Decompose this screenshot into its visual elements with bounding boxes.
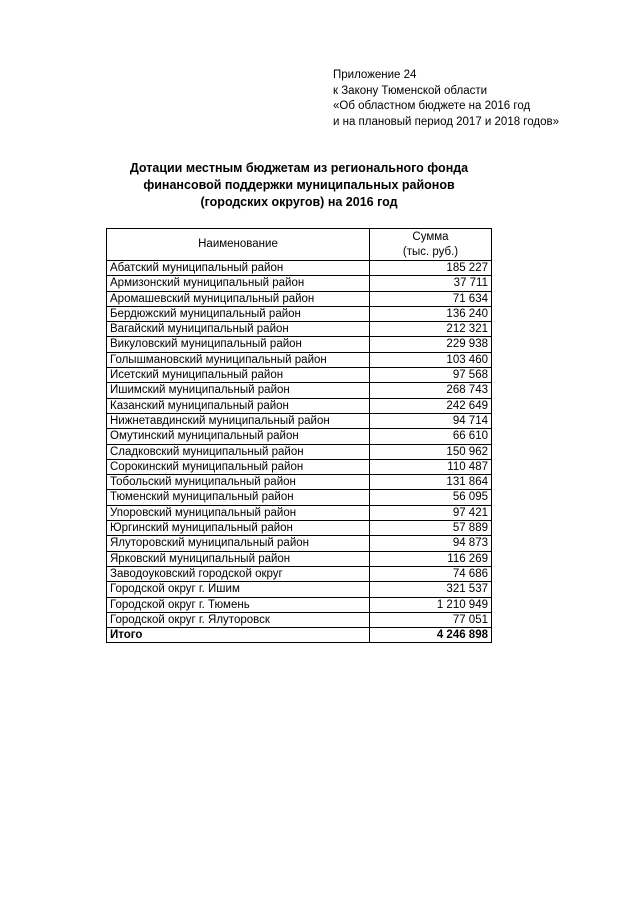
title-line: Дотации местным бюджетам из регионального фонда: [129, 161, 469, 175]
row-name: Армизонский муниципальный район: [107, 276, 370, 291]
title-line: (городских округов) на 2016 год: [200, 195, 398, 209]
row-sum: 103 460: [370, 352, 492, 367]
row-sum: 57 889: [370, 521, 492, 536]
row-name: Ишимский муниципальный район: [107, 383, 370, 398]
row-sum: 97 568: [370, 368, 492, 383]
row-sum: 242 649: [370, 398, 492, 413]
table-row: [107, 368, 492, 383]
appendix-line: и на плановый период 2017 и 2018 годов»: [333, 115, 559, 128]
table-row: [107, 475, 492, 490]
table-header-row: [107, 229, 492, 261]
row-name: Городской округ г. Ишим: [107, 582, 370, 597]
row-sum: 66 610: [370, 429, 492, 444]
table-row: [107, 612, 492, 627]
row-sum: 1 210 949: [370, 597, 492, 612]
row-sum: 71 634: [370, 291, 492, 306]
row-sum: 185 227: [370, 261, 492, 276]
table-row: [107, 536, 492, 551]
row-sum: 116 269: [370, 551, 492, 566]
title-line: финансовой поддержки муниципальных районов: [143, 178, 455, 192]
appendix-line: «Об областном бюджете на 2016 год: [333, 100, 531, 113]
total-row: [107, 628, 492, 643]
row-name: Бердюжский муниципальный район: [107, 306, 370, 321]
header-sum: [370, 229, 492, 261]
row-sum: 110 487: [370, 459, 492, 474]
row-name: Аромашевский муниципальный район: [107, 291, 370, 306]
table-row: [107, 459, 492, 474]
table-row: [107, 521, 492, 536]
row-name: Исетский муниципальный район: [107, 368, 370, 383]
row-name: Городской округ г. Ялуторовск: [107, 612, 370, 627]
table-row: [107, 429, 492, 444]
row-sum: 94 714: [370, 413, 492, 428]
row-name: Заводоуковский городской округ: [107, 566, 370, 581]
row-name: Омутинский муниципальный район: [107, 429, 370, 444]
row-sum: 136 240: [370, 306, 492, 321]
appendix-note: [333, 68, 559, 130]
row-sum: 131 864: [370, 475, 492, 490]
row-sum: 94 873: [370, 536, 492, 551]
table-row: [107, 306, 492, 321]
table-body: [107, 261, 492, 628]
table-row: [107, 398, 492, 413]
row-sum: 229 938: [370, 337, 492, 352]
row-sum: 56 095: [370, 490, 492, 505]
table-row: [107, 291, 492, 306]
row-sum: 268 743: [370, 383, 492, 398]
row-name: Тюменский муниципальный район: [107, 490, 370, 505]
row-name: Казанский муниципальный район: [107, 398, 370, 413]
header-name: Наименование: [107, 229, 370, 261]
appendix-line: к Закону Тюменской области: [333, 84, 488, 97]
row-sum: 37 711: [370, 276, 492, 291]
row-name: Вагайский муниципальный район: [107, 322, 370, 337]
table-row: [107, 337, 492, 352]
row-name: Сладковский муниципальный район: [107, 444, 370, 459]
table-row: [107, 383, 492, 398]
header-sum-unit: (тыс. руб.): [402, 245, 459, 258]
row-name: Городской округ г. Тюмень: [107, 597, 370, 612]
table-row: [107, 566, 492, 581]
table-row: [107, 444, 492, 459]
row-name: Тобольский муниципальный район: [107, 475, 370, 490]
row-name: Нижнетавдинский муниципальный район: [107, 413, 370, 428]
table-row: [107, 352, 492, 367]
document-title: [106, 160, 492, 211]
row-name: Ялуторовский муниципальный район: [107, 536, 370, 551]
row-name: Юргинский муниципальный район: [107, 521, 370, 536]
total-label: Итого: [107, 628, 370, 643]
table-row: [107, 551, 492, 566]
row-sum: 321 537: [370, 582, 492, 597]
table-row: [107, 505, 492, 520]
subsidies-table: [106, 228, 492, 643]
row-sum: 74 686: [370, 566, 492, 581]
table-row: [107, 413, 492, 428]
row-name: Голышмановский муниципальный район: [107, 352, 370, 367]
row-name: Сорокинский муниципальный район: [107, 459, 370, 474]
table-row: [107, 490, 492, 505]
table-row: [107, 582, 492, 597]
row-name: Упоровский муниципальный район: [107, 505, 370, 520]
row-sum: 77 051: [370, 612, 492, 627]
row-sum: 97 421: [370, 505, 492, 520]
row-name: Ярковский муниципальный район: [107, 551, 370, 566]
row-sum: 150 962: [370, 444, 492, 459]
header-sum-line: Сумма: [412, 231, 449, 244]
table-row: [107, 322, 492, 337]
row-name: Викуловский муниципальный район: [107, 337, 370, 352]
appendix-line: Приложение 24: [333, 69, 417, 81]
row-sum: 212 321: [370, 322, 492, 337]
table-row: [107, 276, 492, 291]
table-row: [107, 597, 492, 612]
total-sum: 4 246 898: [370, 628, 492, 643]
row-name: Абатский муниципальный район: [107, 261, 370, 276]
table-row: [107, 261, 492, 276]
